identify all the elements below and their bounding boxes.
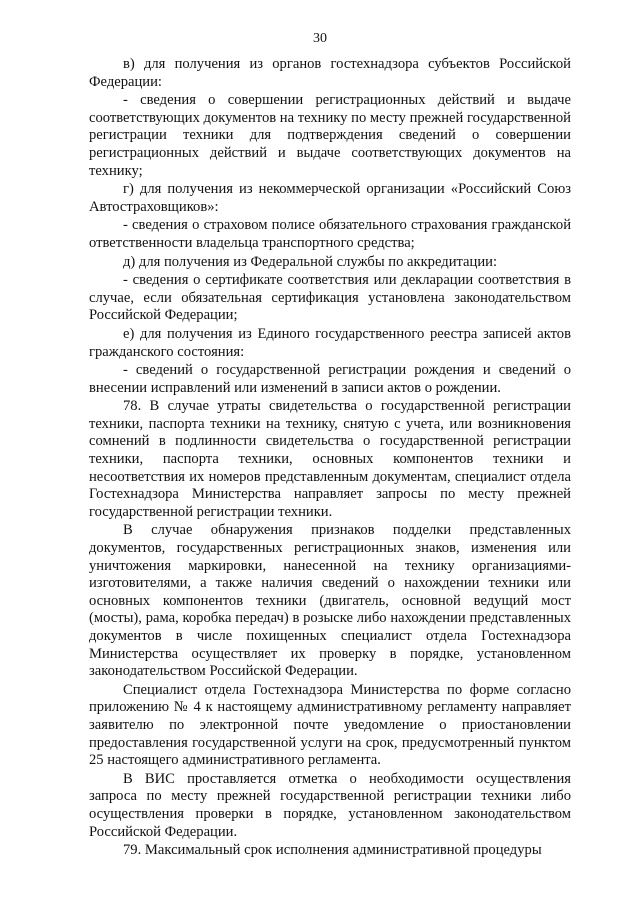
paragraph-e-details: - сведений о государственной регистрации рождения и сведений о внесении исправлений или изменений в записи актов о рождении.	[89, 362, 571, 396]
paragraph-v-fns: в) для получения из органов гостехнадзора субъектов Российской Федерации:	[89, 56, 571, 90]
page-number: 30	[313, 31, 327, 46]
paragraph-d-accreditation: д) для получения из Федеральной службы по аккредитации:	[123, 253, 498, 270]
document-body	[89, 56, 571, 861]
paragraph-v-details: - сведения о совершении регистрационных действий и выдаче соответствующих документов на технику по месту прежней государственной регистрации техники для подтверждения сведений о совершении регистрационных действий и выдаче соответствующих документов на технику;	[89, 92, 571, 179]
paragraph-d-details: - сведения о сертификате соответствия или декларации соответствия в случае, если обязательная сертификация установлена законодательством Российской Федерации;	[89, 272, 571, 324]
paragraph-notification: Специалист отдела Гостехнадзора Министерства по форме согласно приложению № 4 к настоящему административному регламенту направляет заявителю по электронной почте уведомление о приостановлении предоставления государственной услуги на срок, предусмотренный пунктом 25 настоящего административного регламента.	[89, 681, 571, 769]
paragraph-vis-mark: В ВИС проставляется отметка о необходимости осуществления запроса по месту прежней государственной регистрации техники либо осуществления проверки в порядке, установленном законодательством Российской Федерации.	[89, 770, 571, 840]
paragraph-g-rsa: г) для получения из некоммерческой организации «Российский Союз Автостраховщиков»:	[89, 181, 571, 215]
paragraph-forgery-check: В случае обнаружения признаков подделки представленных документов, государственных регистрационных знаков, изменения или уничтожения маркировки, нанесенной на технику организациями-изготовителями, а также наличия сведений о нахождении техники или основных компонентов техники (двигатель, основной ведущий мост (мосты), рама, коробка передач) в розыске либо нахождении представленных документов в числе похищенных специалист отдела Гостехнадзора Министерства осуществляет их проверку в порядке, установленном законодательством Российской Федерации.	[89, 522, 571, 680]
paragraph-e-registry: е) для получения из Единого государственного реестра записей актов гражданского состояния:	[89, 325, 571, 360]
paragraph-79: 79. Максимальный срок исполнения административной процедуры	[123, 842, 542, 859]
paragraph-g-details: - сведения о страховом полисе обязательного страхования гражданской ответственности владельца транспортного средства;	[89, 217, 571, 251]
paragraph-78: 78. В случае утраты свидетельства о государственной регистрации техники, паспорта техники на технику, снятую с учета, или возникновения сомнений в подлинности свидетельства о государственной регистрации техники, паспорта техники, основных компонентов техники и несоответствия их номеров представленным документам, специалист отдела Гостехнадзора Министерства направляет запросы по месту прежней государственной регистрации техники.	[89, 398, 571, 520]
